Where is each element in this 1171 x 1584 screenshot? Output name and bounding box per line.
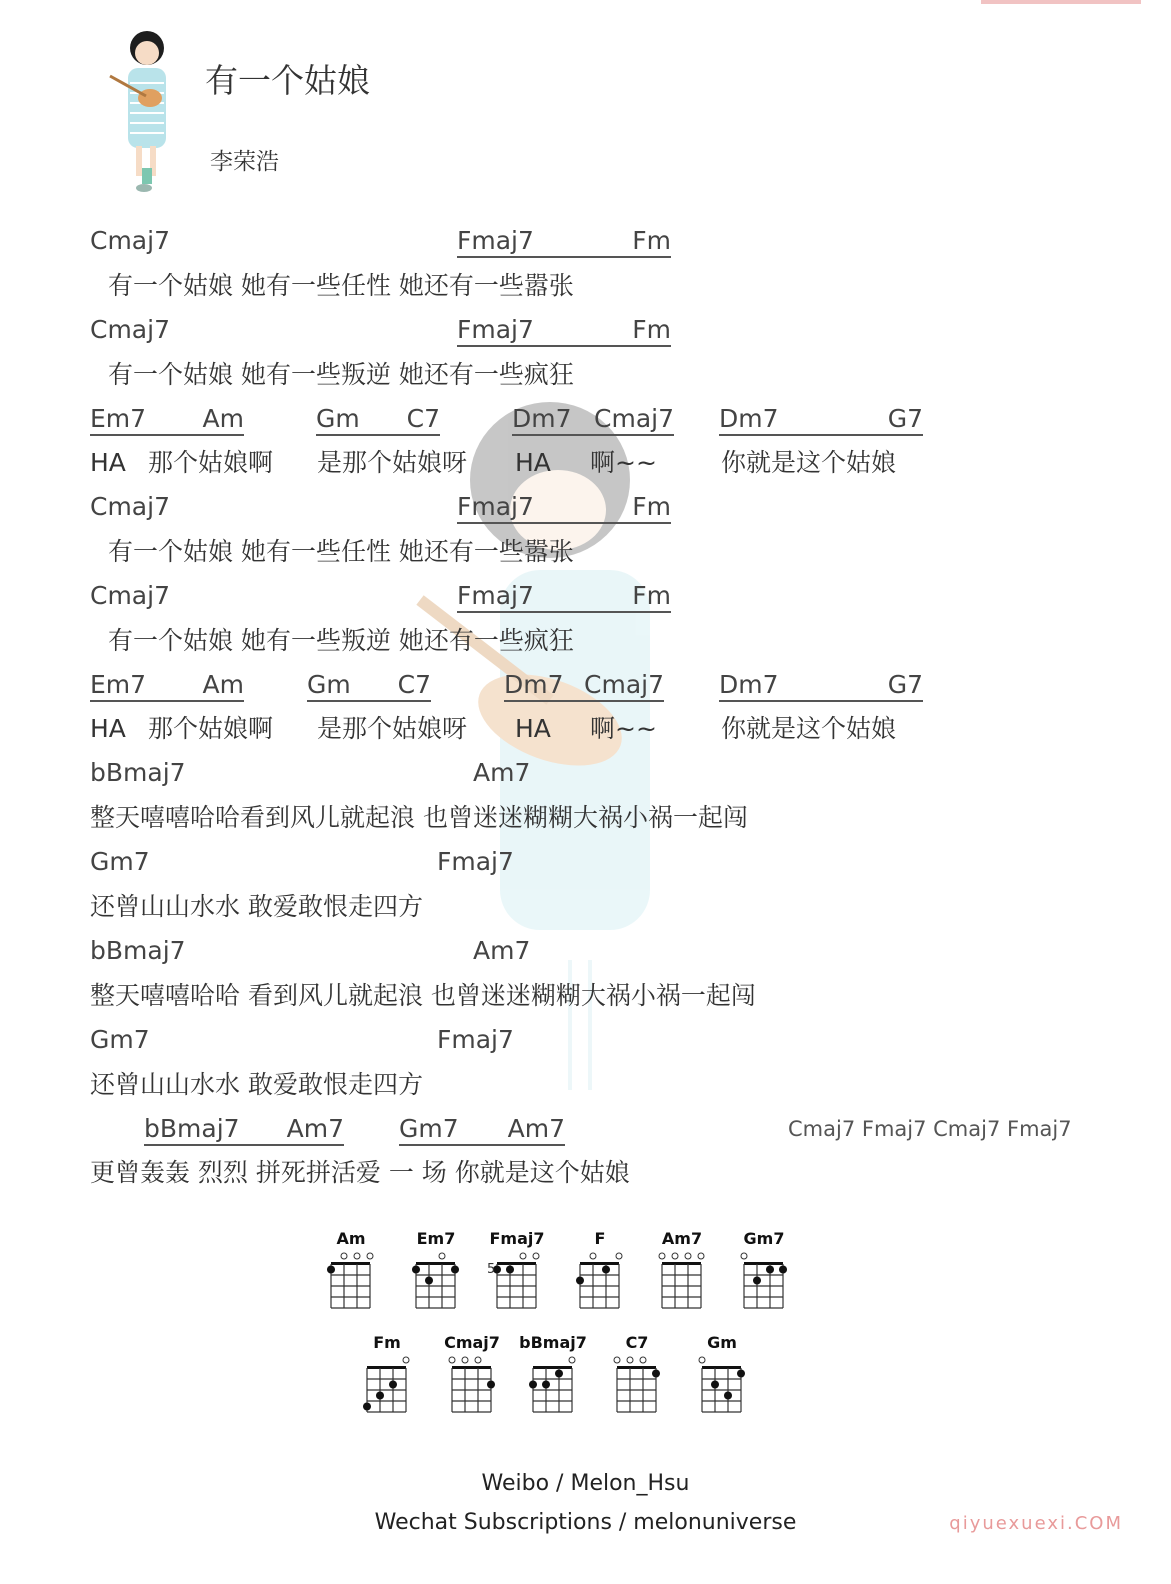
lyric-line: 整天嘻嘻哈哈 看到风儿就起浪 也曾迷迷糊糊大祸小祸一起闯 (90, 981, 756, 1010)
chord-nut (533, 1366, 572, 1369)
chord: Em7 (90, 670, 147, 699)
chord: Fm (632, 492, 671, 521)
chord: Fmaj7 (457, 315, 534, 344)
chord-group (90, 670, 244, 702)
open-string-marker (475, 1357, 481, 1363)
chord: Gm7 (90, 1025, 150, 1054)
finger-dot (412, 1266, 420, 1274)
chord: bBmaj7 (144, 1114, 240, 1143)
chord: Fmaj7 (457, 492, 534, 521)
chord-nut (662, 1262, 701, 1265)
finger-dot (724, 1392, 732, 1400)
chord-diagram-name: Am (336, 1229, 366, 1248)
chord-group (144, 1114, 344, 1146)
chord-diagram-name: Fmaj7 (489, 1229, 545, 1248)
weibo-credit: Weibo / Melon_Hsu (481, 1471, 690, 1496)
open-string-marker (403, 1357, 409, 1363)
open-string-marker (449, 1357, 455, 1363)
chord-group (719, 670, 923, 702)
lyric-line: 有一个姑娘 她有一些叛逆 她还有一些疯狂 (108, 626, 574, 655)
chord: Fm (632, 226, 671, 255)
open-string-marker (533, 1253, 539, 1259)
chord: Gm7 (90, 847, 150, 876)
chord: G7 (887, 404, 923, 433)
finger-dot (555, 1370, 563, 1378)
open-string-marker (569, 1357, 575, 1363)
chord-diagram-name: Cmaj7 (444, 1333, 500, 1352)
chord-diagram-name: Am7 (661, 1229, 703, 1248)
chord: Cmaj7 (90, 315, 170, 344)
chord: Cmaj7 (90, 581, 170, 610)
artist-name: 李荣浩 (210, 149, 279, 175)
lyric-fragment: 是那个姑娘呀 (317, 448, 468, 477)
lyric-fragment: 啊~~ (590, 714, 657, 743)
chord: C7 (406, 404, 440, 433)
lyric-fragment: HA (90, 448, 126, 477)
finger-dot (711, 1381, 719, 1389)
chord-group (719, 404, 923, 436)
finger-dot (753, 1277, 761, 1285)
chord: Dm7 (504, 670, 564, 699)
chord: Fmaj7 (457, 226, 534, 255)
lyric-fragment: 那个姑娘啊 (148, 448, 274, 477)
lyric-fragment: HA (90, 714, 126, 743)
open-string-marker (699, 1357, 705, 1363)
chord-nut (702, 1366, 741, 1369)
chord: G7 (887, 670, 923, 699)
chord: Am7 (286, 1114, 344, 1143)
open-string-marker (590, 1253, 596, 1259)
chord: Am7 (473, 936, 531, 965)
ending-chords: Cmaj7 Fmaj7 Cmaj7 Fmaj7 (788, 1117, 1072, 1141)
fret-number: 5 (487, 1262, 496, 1277)
chord-group (307, 670, 431, 702)
lyric-line: 有一个姑娘 她有一些任性 她还有一些嚣张 (108, 537, 574, 566)
lyric-line: 更曾轰轰 烈烈 拼死拼活爱 一 场 你就是这个姑娘 (90, 1158, 630, 1187)
chord-group (90, 404, 244, 436)
chord-group (512, 404, 674, 436)
chord: Cmaj7 (90, 492, 170, 521)
chord-nut (744, 1262, 783, 1265)
lyric-fragment: HA (515, 448, 551, 477)
chord: Gm (307, 670, 351, 699)
chord: Dm7 (719, 404, 779, 433)
finger-dot (425, 1277, 433, 1285)
chord-group (457, 226, 671, 258)
chord: Cmaj7 (584, 670, 664, 699)
chord-group (457, 315, 671, 347)
chord-nut (367, 1366, 406, 1369)
finger-dot (542, 1381, 550, 1389)
girl-ukulele-illustration (100, 28, 180, 200)
chord-diagram-name: Fm (373, 1333, 401, 1352)
open-string-marker (640, 1357, 646, 1363)
chord-diagram-name: Gm (707, 1333, 737, 1352)
wechat-credit: Wechat Subscriptions / melonuniverse (374, 1510, 797, 1535)
lyric-fragment: 啊~~ (590, 448, 657, 477)
lyric-fragment: HA (515, 714, 551, 743)
finger-dot (779, 1266, 787, 1274)
open-string-marker (520, 1253, 526, 1259)
lyric-line: 有一个姑娘 她有一些叛逆 她还有一些疯狂 (108, 360, 574, 389)
chord-diagram-name: Gm7 (743, 1229, 785, 1248)
finger-dot (487, 1381, 495, 1389)
song-title: 有一个姑娘 (205, 61, 370, 100)
finger-dot (737, 1370, 745, 1378)
chord-group (504, 670, 664, 702)
lyric-fragment: 你就是这个姑娘 (721, 448, 897, 477)
chord: Am7 (507, 1114, 565, 1143)
lyric-line: 还曾山山水水 敢爱敢恨走四方 (90, 1070, 423, 1099)
chord-nut (617, 1366, 656, 1369)
chord-nut (497, 1262, 536, 1265)
chord: Fm (632, 581, 671, 610)
finger-dot (451, 1266, 459, 1274)
open-string-marker (354, 1253, 360, 1259)
chord: Fm (632, 315, 671, 344)
chord-diagram-name: C7 (625, 1333, 649, 1352)
lyric-fragment: 是那个姑娘呀 (317, 714, 468, 743)
chord: Fmaj7 (457, 581, 534, 610)
chord: Am7 (473, 758, 531, 787)
finger-dot (766, 1266, 774, 1274)
finger-dot (363, 1403, 371, 1411)
chord: bBmaj7 (90, 758, 186, 787)
finger-dot (576, 1277, 584, 1285)
open-string-marker (439, 1253, 445, 1259)
open-string-marker (616, 1253, 622, 1259)
chord-nut (331, 1262, 370, 1265)
open-string-marker (672, 1253, 678, 1259)
chord-diagram-name: Em7 (416, 1229, 456, 1248)
chord: Gm (316, 404, 360, 433)
finger-dot (327, 1266, 335, 1274)
open-string-marker (367, 1253, 373, 1259)
chord: Am (202, 670, 244, 699)
chord: bBmaj7 (90, 936, 186, 965)
chord: Gm7 (399, 1114, 459, 1143)
watermark-text: qiyuexuexi.COM (949, 1513, 1123, 1534)
lyric-line: 还曾山山水水 敢爱敢恨走四方 (90, 892, 423, 921)
finger-dot (389, 1381, 397, 1389)
chord-group (457, 581, 671, 613)
lyric-fragment: 那个姑娘啊 (148, 714, 274, 743)
open-string-marker (685, 1253, 691, 1259)
chord-group (399, 1114, 565, 1146)
chord: Am (202, 404, 244, 433)
chord-diagram-name: bBmaj7 (519, 1333, 587, 1352)
chord-diagrams (0, 1222, 1171, 1432)
finger-dot (652, 1370, 660, 1378)
finger-dot (529, 1381, 537, 1389)
chord-nut (416, 1262, 455, 1265)
open-string-marker (341, 1253, 347, 1259)
chord-diagram-name: F (594, 1229, 606, 1248)
chord: Em7 (90, 404, 147, 433)
open-string-marker (741, 1253, 747, 1259)
chord-nut (580, 1262, 619, 1265)
chord: Cmaj7 (90, 226, 170, 255)
chord-group (457, 492, 671, 524)
chord: Dm7 (512, 404, 572, 433)
lyric-fragment: 你就是这个姑娘 (721, 714, 897, 743)
chord: C7 (397, 670, 431, 699)
open-string-marker (614, 1357, 620, 1363)
chord: Dm7 (719, 670, 779, 699)
lyric-line: 有一个姑娘 她有一些任性 她还有一些嚣张 (108, 271, 574, 300)
chord: Fmaj7 (437, 1025, 514, 1054)
finger-dot (602, 1266, 610, 1274)
chord: Fmaj7 (437, 847, 514, 876)
finger-dot (376, 1392, 384, 1400)
chord-nut (452, 1366, 491, 1369)
chord-group (316, 404, 440, 436)
open-string-marker (462, 1357, 468, 1363)
open-string-marker (659, 1253, 665, 1259)
chord: Cmaj7 (594, 404, 674, 433)
open-string-marker (627, 1357, 633, 1363)
open-string-marker (698, 1253, 704, 1259)
top-decor-bar (981, 0, 1141, 4)
finger-dot (506, 1266, 514, 1274)
lyric-line: 整天嘻嘻哈哈看到风儿就起浪 也曾迷迷糊糊大祸小祸一起闯 (90, 803, 748, 832)
